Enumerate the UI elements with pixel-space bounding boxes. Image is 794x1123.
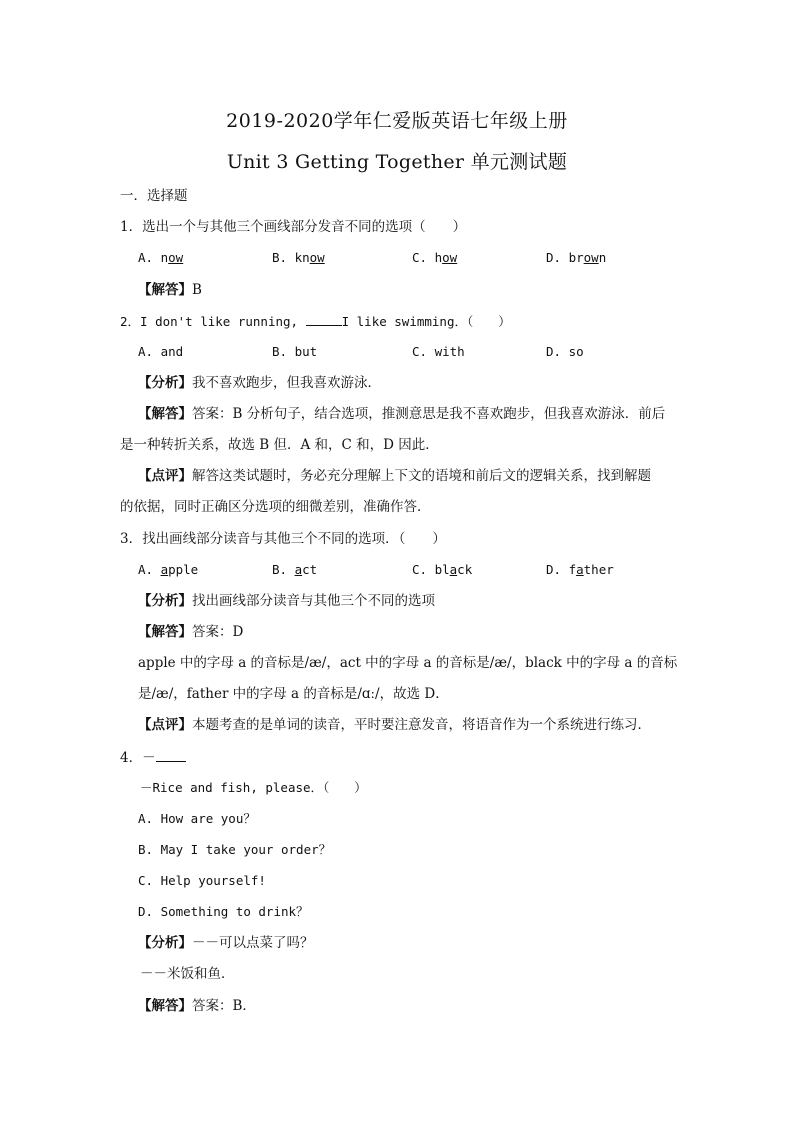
document-title: 2019-2020学年仁爱版英语七年级上册	[226, 110, 568, 132]
q2-option-d: D. so	[546, 344, 584, 359]
q2-stem: 2．I don't like running, I like swimming．（ ）	[120, 311, 511, 332]
document-subtitle: Unit 3 Getting Together 单元测试题	[226, 151, 568, 173]
q3-answer: 【解答】答案：D	[138, 624, 244, 640]
q3-explanation-cont: 是/æ/，father 中的字母 a 的音标是/ɑː/，故选 D．	[138, 686, 449, 702]
q2-comment: 【点评】解答这类试题时，务必充分理解上下文的语境和前后文的逻辑关系，找到解题	[138, 468, 651, 484]
q3-analysis: 【分析】找出画线部分读音与其他三个不同的选项	[138, 593, 435, 609]
q1-option-a: A. now	[138, 250, 184, 265]
q4-option-c: C. Help yourself!	[138, 873, 266, 888]
q4-answer: 【解答】答案：B．	[138, 998, 256, 1014]
q4-option-a: A. How are you？	[138, 811, 256, 826]
q1-stem: 1．选出一个与其他三个画线部分发音不同的选项（ ）	[120, 219, 467, 235]
q4-option-b: B. May I take your order？	[138, 842, 332, 857]
q2-option-a: A. and	[138, 344, 184, 359]
q2-option-c: C. with	[412, 344, 465, 359]
q3-option-c: C. black	[412, 562, 473, 577]
q4-analysis-cont: －－米饭和鱼．	[140, 966, 235, 982]
q1-option-c: C. how	[412, 250, 458, 265]
q3-comment: 【点评】本题考查的是单词的读音，平时要注意发音，将语音作为一个系统进行练习．	[138, 717, 651, 733]
q4-stem: 4．－	[120, 747, 186, 768]
q1-option-b: B. know	[272, 250, 325, 265]
q1-answer: 【解答】B	[138, 282, 202, 298]
q2-analysis: 【分析】我不喜欢跑步，但我喜欢游泳．	[138, 375, 381, 391]
q1-option-d: D. brown	[546, 250, 607, 265]
q2-answer: 【解答】答案：B 分析句子，结合选项，推测意思是我不喜欢跑步，但我喜欢游泳．前后	[138, 406, 666, 422]
q2-comment-cont: 的依据，同时正确区分选项的细微差别，准确作答．	[120, 499, 431, 515]
q3-option-d: D. father	[546, 562, 614, 577]
q4-dialogue-line: －Rice and fish, please．（ ）	[140, 780, 367, 795]
q4-option-d: D. Something to drink？	[138, 904, 309, 919]
section-heading: 一．选择题	[120, 188, 188, 204]
q3-option-b: B. act	[272, 562, 318, 577]
q3-explanation: apple 中的字母 a 的音标是/æ/，act 中的字母 a 的音标是/æ/，black 中的字母 a 的音标	[138, 655, 678, 671]
q2-answer-cont: 是一种转折关系，故选 B 但．A 和，C 和，D 因此．	[120, 437, 439, 453]
q3-option-a: A. apple	[138, 562, 199, 577]
q2-option-b: B. but	[272, 344, 318, 359]
q3-stem: 3．找出画线部分读音与其他三个不同的选项．（ ）	[120, 531, 446, 547]
q4-analysis: 【分析】－－可以点菜了吗？	[138, 935, 314, 951]
